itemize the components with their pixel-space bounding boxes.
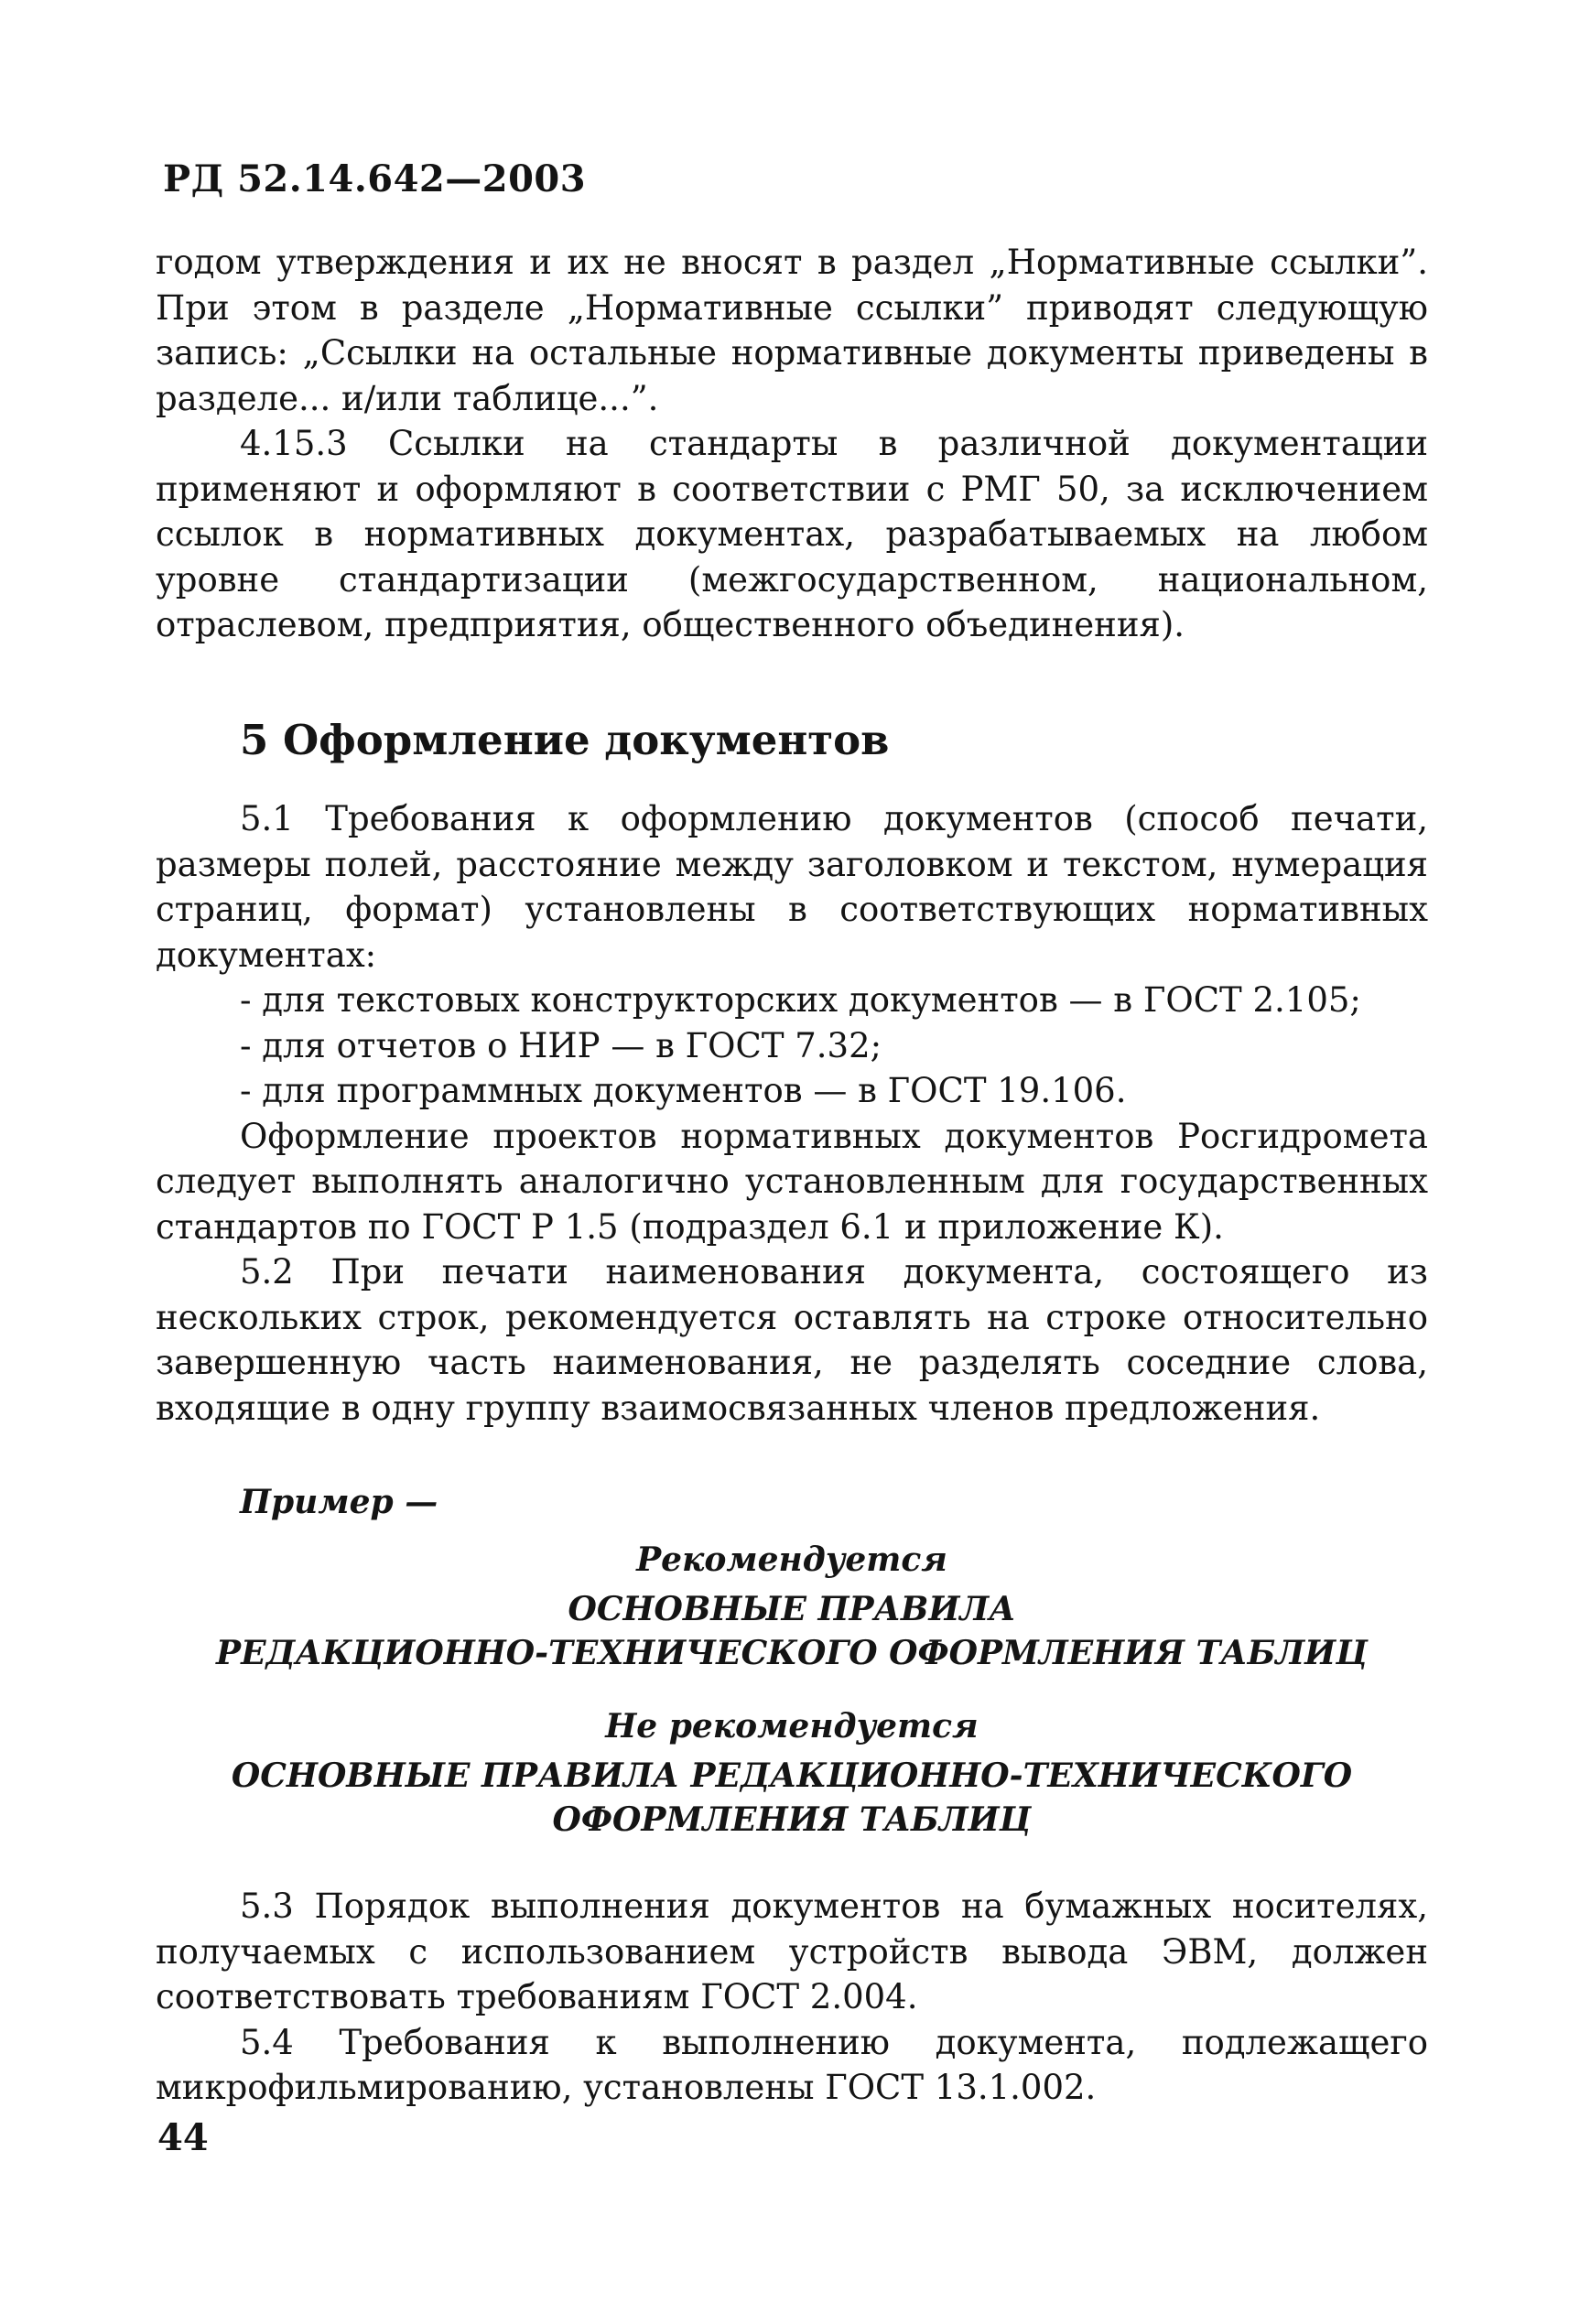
list-item: - для программных документов — в ГОСТ 19.106.	[240, 1071, 1127, 1110]
example-recommended	[156, 1538, 1428, 1675]
text-block-section-5-end	[156, 1884, 1428, 2111]
paragraph-4-15-3: 4.15.3 Ссылки на стандарты в различной документации применяют и оформляют в соответствии с РМГ 50, за исключением ссылок в нормативных документах, разрабатываемых на любом уровне стандартизации (межгосударственном, национальном, отраслевом, предприятия, общественного объединения).	[156, 424, 1428, 644]
paragraph-continuation: годом утверждения и их не вносят в раздел „Нормативные ссылки”. При этом в разделе „Нормативные ссылки” приводят следующую запись: „Ссылки на остальные нормативные документы приведены в разделе... и/или таблице...”.	[156, 243, 1428, 418]
recommended-title-line-1: ОСНОВНЫЕ ПРАВИЛА	[568, 1590, 1016, 1628]
text-block-references	[156, 240, 1428, 648]
section-heading-5: 5 Оформление документов	[240, 716, 890, 764]
paragraph-5-2: 5.2 При печати наименования документа, состоящего из нескольких строк, рекомендуется оставлять на строке относительно завершенную часть наименования, не разделять соседние слова, входящие в одну группу взаимосвязанных членов предложения.	[156, 1252, 1428, 1428]
not-recommended-title-line-2: ОФОРМЛЕНИЯ ТАБЛИЦ	[552, 1800, 1032, 1839]
text-block-section-5	[156, 796, 1428, 1431]
not-recommended-title-line-1: ОСНОВНЫЕ ПРАВИЛА РЕДАКЦИОННО-ТЕХНИЧЕСКОГО	[231, 1757, 1353, 1795]
paragraph-5-3: 5.3 Порядок выполнения документов на бумажных носителях, получаемых с использованием устройств вывода ЭВМ, должен соответствовать требованиям ГОСТ 2.004.	[156, 1886, 1428, 2016]
paragraph-5-1: 5.1 Требования к оформлению документов (способ печати, размеры полей, расстояние между заголовком и текстом, нумерация страниц, формат) установлены в соответствующих нормативных документах:	[156, 799, 1428, 975]
example-label: Пример —	[240, 1483, 438, 1521]
page-number: 44	[157, 2116, 209, 2159]
recommended-label: Рекомендуется	[636, 1540, 947, 1579]
example-not-recommended	[156, 1704, 1428, 1842]
not-recommended-label: Не рекомендуется	[605, 1707, 979, 1746]
list-item: - для текстовых конструкторских документов — в ГОСТ 2.105;	[240, 980, 1361, 1020]
recommended-title-line-2: РЕДАКЦИОННО-ТЕХНИЧЕСКОГО ОФОРМЛЕНИЯ ТАБЛИЦ	[216, 1634, 1368, 1672]
document-code-header: РД 52.14.642—2003	[163, 157, 587, 200]
list-item: - для отчетов о НИР — в ГОСТ 7.32;	[240, 1025, 882, 1065]
paragraph-5-4: 5.4 Требования к выполнению документа, подлежащего микрофильмированию, установлены ГОСТ 13.1.002.	[156, 2022, 1428, 2107]
paragraph-projects: Оформление проектов нормативных документов Росгидромета следует выполнять аналогично установленным для государственных стандартов по ГОСТ Р 1.5 (подраздел 6.1 и приложение К).	[156, 1116, 1428, 1247]
